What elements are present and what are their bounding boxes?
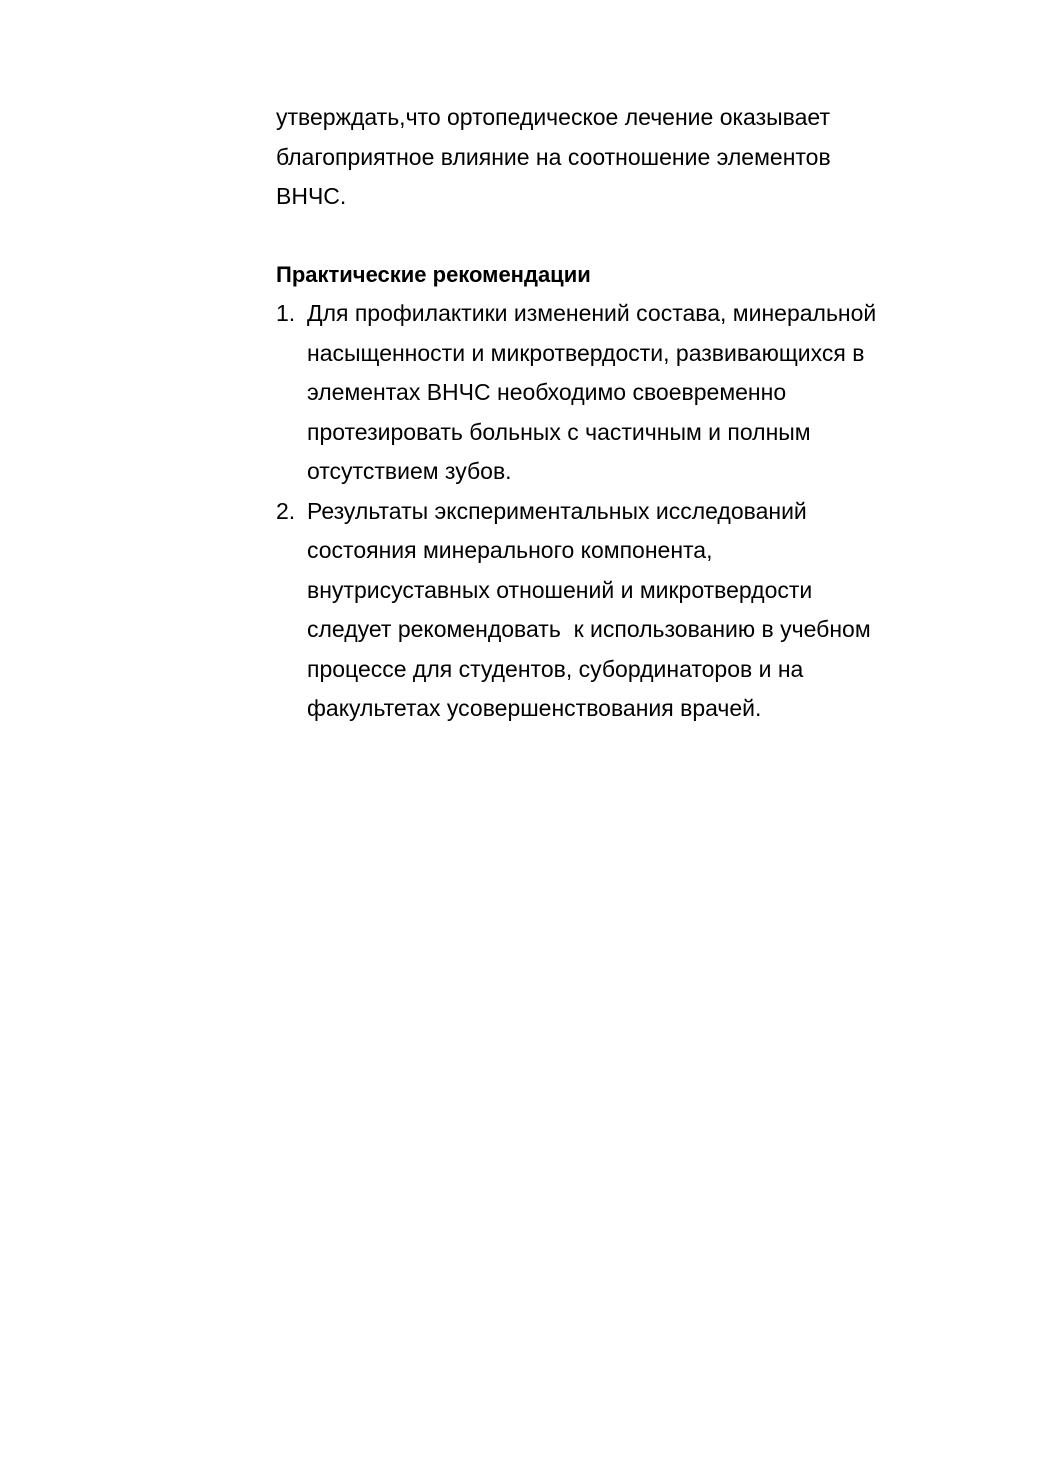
text-line: следует рекомендовать к использованию в учебном	[307, 616, 871, 642]
text-line: факультетах усовершенствования врачей.	[307, 695, 762, 721]
text-line: ВНЧС.	[276, 183, 347, 209]
text-line: благоприятное влияние на соотношение элементов	[276, 143, 831, 170]
text-line: Результаты экспериментальных исследований	[307, 497, 807, 524]
list-item-text	[307, 492, 966, 729]
text-line: протезировать больных с частичным и полным	[307, 418, 811, 445]
list-item-number: 1.	[276, 300, 296, 326]
text-line: состояния минерального компонента,	[307, 537, 713, 563]
text-line: процессе для студентов, субординаторов и на	[307, 655, 804, 682]
text-line: насыщенности и микротвердости, развивающихся в	[307, 339, 865, 366]
list-item-number: 2.	[276, 497, 296, 524]
text-line: Для профилактики изменений состава, минеральной	[307, 300, 877, 326]
text-line: элементах ВНЧС необходимо своевременно	[307, 379, 787, 405]
section-heading: Практические рекомендации	[276, 261, 591, 287]
document-body	[276, 98, 966, 729]
recommendations-list	[276, 294, 966, 729]
text-line: внутрисуставных отношений и микротвердости	[307, 576, 813, 603]
list-item	[276, 294, 966, 492]
list-item-text	[307, 294, 966, 492]
intro-paragraph	[276, 98, 966, 217]
text-line: отсутствием зубов.	[307, 458, 512, 484]
list-item	[276, 492, 966, 729]
text-line: утверждать,что ортопедическое лечение оказывает	[276, 104, 830, 130]
